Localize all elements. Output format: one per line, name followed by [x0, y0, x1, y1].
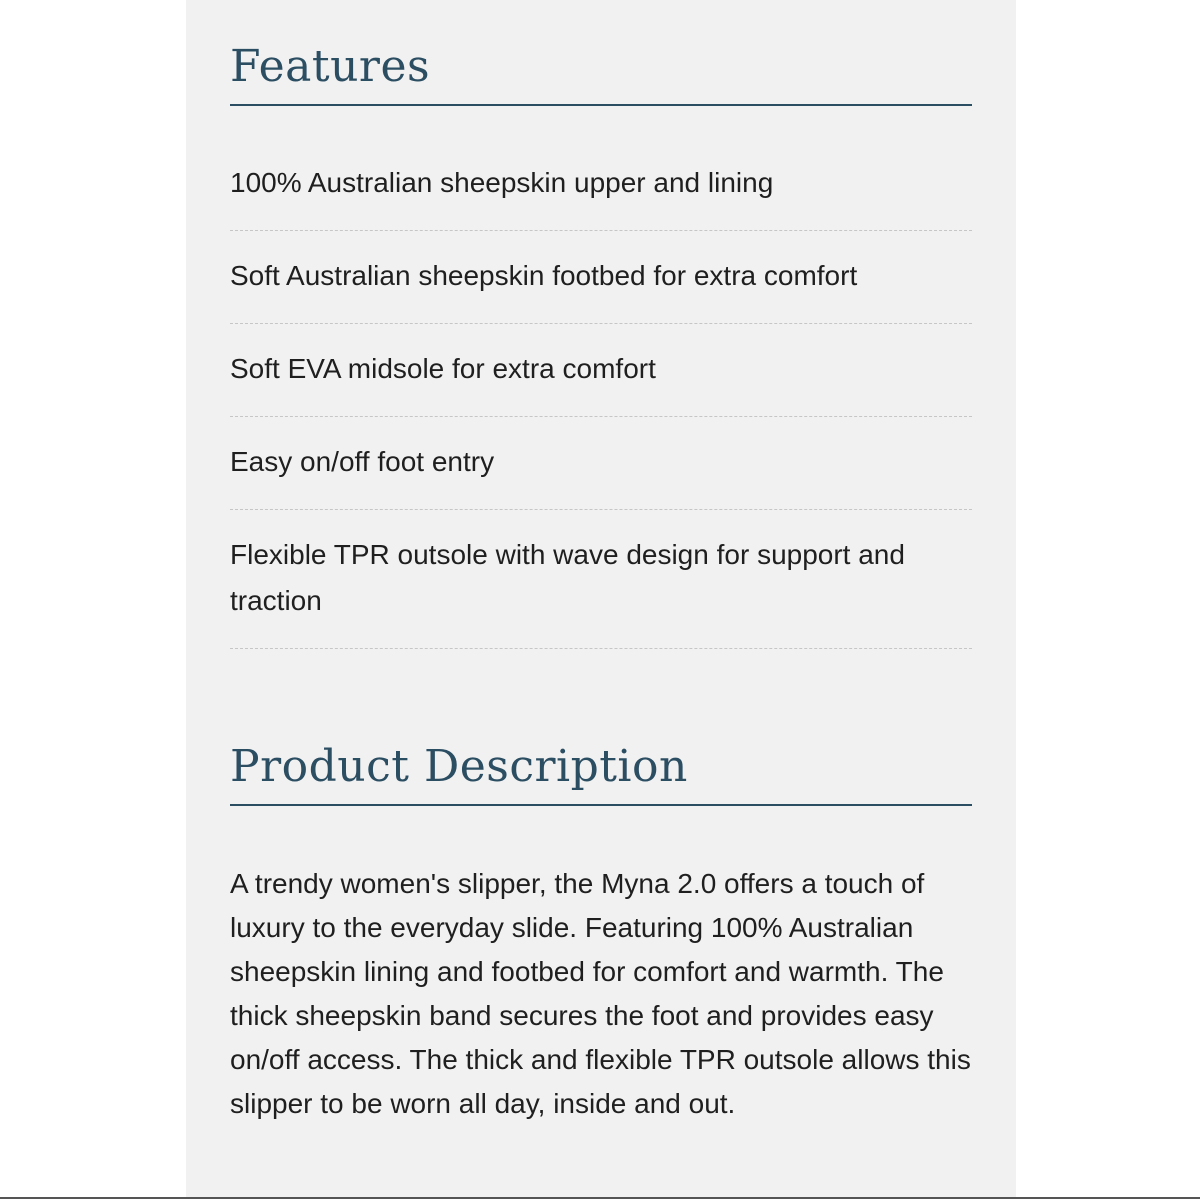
bottom-divider: [0, 1197, 1200, 1199]
product-description-text: A trendy women's slipper, the Myna 2.0 offers a touch of luxury to the everyday slide. Featuring 100% Australian sheepskin lining and footbed for comfort and warmth. The thick sheepskin band secures the foot and provides easy on/off access. The thick and flexible TPR outsole allows this slipper to be worn all day, inside and out.: [230, 868, 971, 1119]
features-list: [230, 150, 972, 649]
feature-item: Easy on/off foot entry: [230, 417, 972, 510]
features-heading: Features: [230, 38, 972, 106]
product-description-heading: Product Description: [230, 738, 972, 806]
feature-item: Soft Australian sheepskin footbed for extra comfort: [230, 231, 972, 324]
feature-item: Soft EVA midsole for extra comfort: [230, 324, 972, 417]
product-details-panel: [186, 0, 1016, 1198]
feature-item: 100% Australian sheepskin upper and lining: [230, 150, 972, 231]
feature-item: Flexible TPR outsole with wave design for support and traction: [230, 510, 972, 649]
